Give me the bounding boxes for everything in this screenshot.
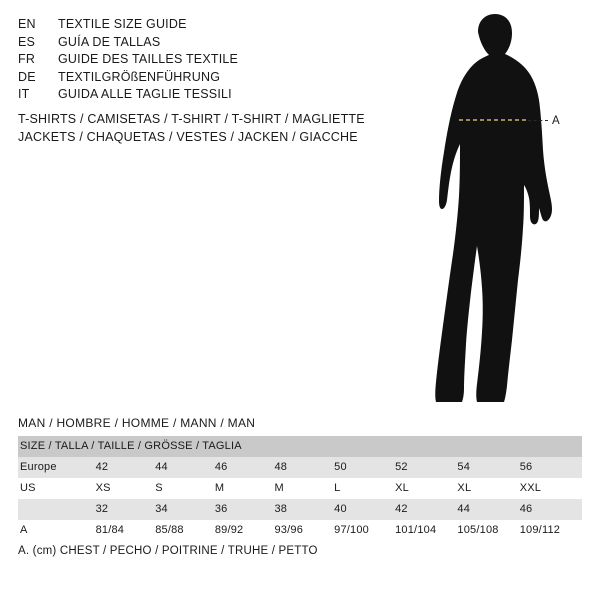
cell-value: 44	[457, 499, 519, 520]
cell-value: 46	[520, 499, 582, 520]
cell-value: 42	[395, 499, 457, 520]
cell-value: XL	[395, 478, 457, 499]
language-code: DE	[18, 69, 36, 84]
cell-value: 97/100	[334, 520, 395, 541]
language-row	[18, 34, 378, 52]
cell-value: 44	[155, 457, 215, 478]
language-row	[18, 86, 378, 104]
table-row	[18, 520, 582, 541]
cell-value: 109/112	[520, 520, 582, 541]
language-text: TEXTILE SIZE GUIDE	[58, 17, 187, 31]
cell-value: XXL	[520, 478, 582, 499]
body-figure	[400, 10, 600, 410]
language-code: ES	[18, 34, 36, 49]
cell-value: 46	[215, 457, 275, 478]
row-label: Europe	[18, 457, 96, 478]
cell-value: 56	[520, 457, 582, 478]
row-label: A	[18, 520, 96, 541]
row-label: US	[18, 478, 96, 499]
size-table	[18, 436, 582, 541]
table-title: MAN / HOMBRE / HOMME / MANN / MAN	[18, 416, 256, 430]
table-row	[18, 457, 582, 478]
cell-value: M	[274, 478, 334, 499]
language-row	[18, 16, 378, 34]
cell-value: 54	[457, 457, 519, 478]
cell-value: 34	[155, 499, 215, 520]
language-row	[18, 51, 378, 69]
cell-value: 93/96	[274, 520, 334, 541]
table-row	[18, 499, 582, 520]
table-header-label: SIZE / TALLA / TAILLE / GRÖSSE / TAGLIA	[18, 436, 582, 457]
measure-leader-line	[528, 120, 548, 121]
cell-value: 40	[334, 499, 395, 520]
cell-value: 89/92	[215, 520, 275, 541]
language-row	[18, 69, 378, 87]
row-label	[18, 499, 96, 520]
language-code: IT	[18, 87, 30, 101]
garment-category-block	[18, 110, 418, 146]
cell-value: XL	[457, 478, 519, 499]
cell-value: 101/104	[395, 520, 457, 541]
size-table-area	[18, 416, 582, 541]
cell-value: 85/88	[155, 520, 215, 541]
cell-value: 32	[96, 499, 156, 520]
cell-value: S	[155, 478, 215, 499]
language-code: FR	[18, 52, 36, 66]
category-line-jackets: JACKETS / CHAQUETAS / VESTES / JACKEN / GIACCHE	[18, 130, 358, 144]
measure-label-a: A	[552, 115, 560, 127]
cell-value: 38	[274, 499, 334, 520]
language-code: EN	[18, 17, 36, 31]
language-text: TEXTILGRÖßENFÜHRUNG	[58, 69, 221, 84]
cell-value: M	[215, 478, 275, 499]
cell-value: 42	[96, 457, 156, 478]
language-text: GUIDA ALLE TAGLIE TESSILI	[58, 87, 232, 101]
language-text: GUÍA DE TALLAS	[58, 34, 161, 49]
cell-value: 36	[215, 499, 275, 520]
table-footnote: A. (cm) CHEST / PECHO / POITRINE / TRUHE / PETTO	[18, 545, 318, 557]
chest-measure-line	[400, 10, 600, 410]
table-row	[18, 478, 582, 499]
cell-value: 105/108	[457, 520, 519, 541]
cell-value: XS	[96, 478, 156, 499]
cell-value: 48	[274, 457, 334, 478]
language-text: GUIDE DES TAILLES TEXTILE	[58, 52, 239, 66]
cell-value: 50	[334, 457, 395, 478]
category-line-tshirts: T-SHIRTS / CAMISETAS / T-SHIRT / T-SHIRT / MAGLIETTE	[18, 112, 365, 126]
cell-value: 81/84	[96, 520, 156, 541]
cell-value: 52	[395, 457, 457, 478]
cell-value: L	[334, 478, 395, 499]
table-header-row	[18, 436, 582, 457]
language-header-block	[18, 16, 378, 104]
